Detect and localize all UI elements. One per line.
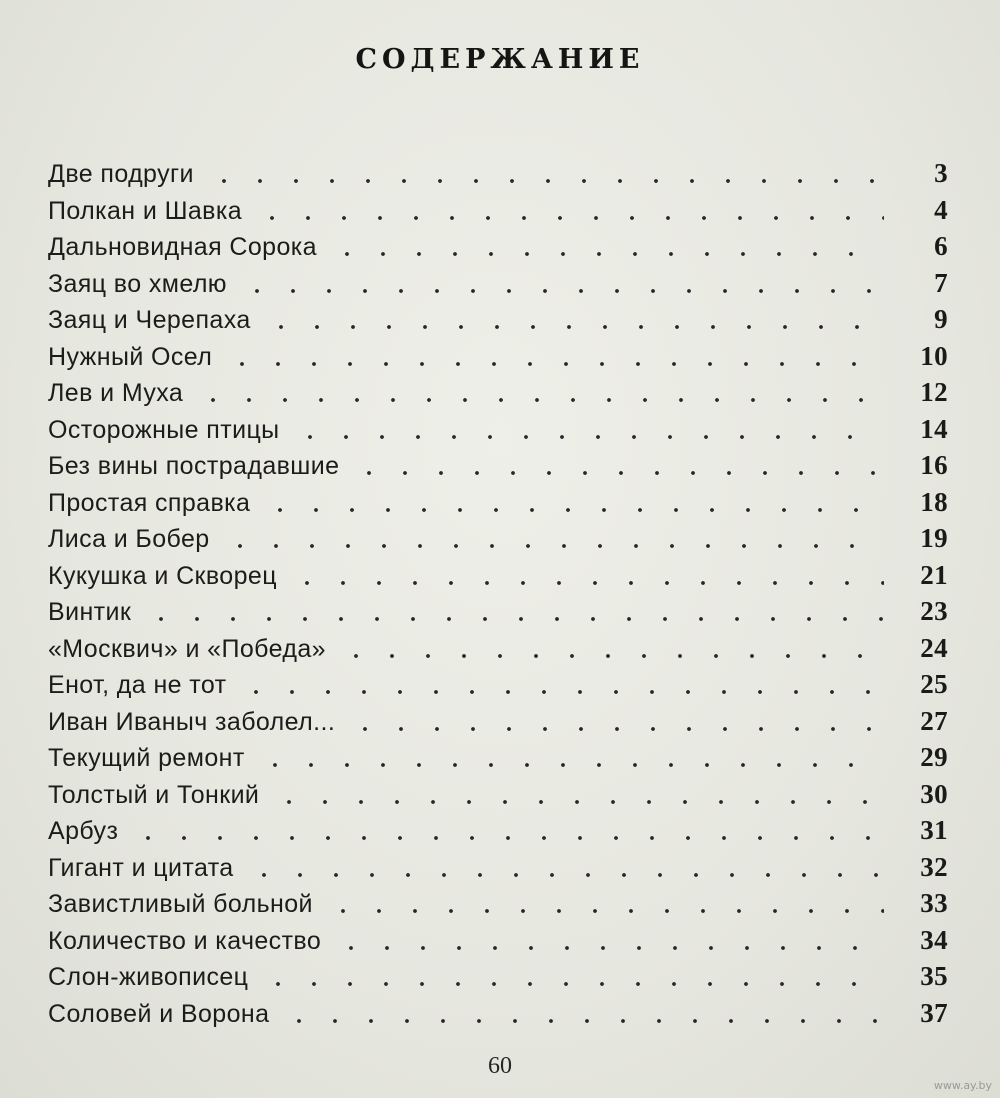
dot-leader bbox=[238, 689, 884, 695]
toc-entry-page: 4 bbox=[934, 194, 948, 225]
toc-entry-title: Толстый и Тонкий bbox=[48, 780, 260, 809]
toc-entry-title: Полкан и Шавка bbox=[48, 196, 243, 225]
toc-entry-title: Заяц и Черепаха bbox=[48, 306, 251, 334]
contents-heading: СОДЕРЖАНИЕ bbox=[355, 44, 645, 75]
dot-leader bbox=[347, 726, 884, 732]
toc-entry-page: 31 bbox=[920, 815, 948, 845]
dot-leader bbox=[206, 178, 884, 184]
toc-entry-title: Без вины пострадавшие bbox=[48, 452, 340, 480]
toc-entry-page: 27 bbox=[920, 705, 948, 736]
dot-leader bbox=[325, 908, 884, 914]
toc-entry-title: Иван Иваныч заболел... bbox=[48, 707, 336, 736]
toc-entry bbox=[48, 596, 948, 633]
toc-entry-page: 3 bbox=[934, 158, 948, 188]
toc-entry bbox=[48, 633, 948, 670]
toc-entry-title: Простая справка bbox=[48, 488, 251, 517]
toc-entry-title: Осторожные птицы bbox=[48, 415, 280, 444]
toc-entry bbox=[48, 487, 948, 524]
toc-entry-page: 14 bbox=[920, 413, 948, 444]
dot-leader bbox=[333, 945, 884, 951]
dot-leader bbox=[289, 580, 884, 586]
dot-leader bbox=[257, 762, 884, 768]
toc-entry-title: Енот, да не тот bbox=[48, 671, 227, 699]
toc-entry bbox=[48, 852, 948, 889]
toc-entry bbox=[48, 231, 948, 268]
toc-entry-page: 10 bbox=[920, 340, 948, 371]
toc-entry bbox=[48, 815, 948, 852]
toc-entry-page: 33 bbox=[920, 888, 948, 918]
toc-entry bbox=[48, 888, 948, 925]
toc-entry bbox=[48, 998, 948, 1035]
page-number: 60 bbox=[488, 1053, 512, 1079]
toc-entry bbox=[48, 523, 948, 560]
toc-entry-page: 7 bbox=[934, 267, 948, 298]
toc-entry bbox=[48, 779, 948, 816]
toc-entry bbox=[48, 195, 948, 232]
dot-leader bbox=[130, 835, 884, 841]
toc-entry-title: Арбуз bbox=[48, 817, 119, 845]
toc-entry bbox=[48, 158, 948, 195]
dot-leader bbox=[263, 324, 884, 330]
toc-entry-page: 23 bbox=[920, 596, 948, 626]
toc-entry-title: Количество и качество bbox=[48, 926, 322, 955]
toc-entry-title: Две подруги bbox=[48, 160, 194, 188]
dot-leader bbox=[246, 872, 884, 878]
toc-entry bbox=[48, 560, 948, 597]
dot-leader bbox=[262, 507, 884, 513]
toc-entry bbox=[48, 669, 948, 706]
toc-entry-page: 12 bbox=[920, 377, 948, 407]
watermark: www.ay.by bbox=[933, 1079, 992, 1092]
toc-entry bbox=[48, 304, 948, 341]
toc-entry bbox=[48, 450, 948, 487]
toc-entry-title: Нужный Осел bbox=[48, 342, 213, 371]
toc-entry bbox=[48, 268, 948, 305]
toc-entry-page: 29 bbox=[920, 742, 948, 772]
toc-entry-page: 21 bbox=[920, 559, 948, 590]
toc-entry bbox=[48, 925, 948, 962]
dot-leader bbox=[239, 288, 884, 294]
toc-entry-page: 32 bbox=[920, 851, 948, 882]
toc-entry-title: «Москвич» и «Победа» bbox=[48, 634, 326, 663]
toc-entry-page: 37 bbox=[920, 997, 948, 1028]
toc-entry bbox=[48, 414, 948, 451]
toc-entry-title: Кукушка и Скворец bbox=[48, 561, 277, 590]
dot-leader bbox=[338, 653, 884, 659]
toc-entry-title: Лиса и Бобер bbox=[48, 525, 210, 553]
toc-entry-title: Лев и Муха bbox=[48, 379, 184, 407]
table-of-contents bbox=[48, 158, 948, 1034]
toc-entry-page: 30 bbox=[920, 778, 948, 809]
toc-entry-page: 16 bbox=[920, 450, 948, 480]
toc-entry-page: 9 bbox=[934, 304, 948, 334]
dot-leader bbox=[271, 799, 884, 805]
dot-leader bbox=[281, 1018, 884, 1024]
toc-entry bbox=[48, 742, 948, 779]
toc-entry-title: Текущий ремонт bbox=[48, 744, 245, 772]
dot-leader bbox=[351, 470, 884, 476]
dot-leader bbox=[292, 434, 884, 440]
toc-entry-page: 19 bbox=[920, 523, 948, 553]
toc-entry bbox=[48, 377, 948, 414]
toc-entry-title: Винтик bbox=[48, 598, 132, 626]
toc-entry-page: 6 bbox=[934, 231, 948, 261]
dot-leader bbox=[143, 616, 884, 622]
toc-entry-page: 25 bbox=[920, 669, 948, 699]
toc-entry-title: Соловей и Ворона bbox=[48, 999, 270, 1028]
dot-leader bbox=[260, 981, 884, 987]
dot-leader bbox=[224, 361, 884, 367]
toc-entry bbox=[48, 961, 948, 998]
dot-leader bbox=[222, 543, 884, 549]
toc-entry-title: Слон-живописец bbox=[48, 963, 249, 991]
toc-entry-title: Завистливый больной bbox=[48, 890, 313, 918]
toc-entry-page: 24 bbox=[920, 632, 948, 663]
dot-leader bbox=[195, 397, 884, 403]
dot-leader bbox=[329, 251, 884, 257]
toc-entry-page: 34 bbox=[920, 924, 948, 955]
toc-entry-title: Гигант и цитата bbox=[48, 853, 234, 882]
toc-entry bbox=[48, 706, 948, 743]
toc-entry-title: Заяц во хмелю bbox=[48, 269, 227, 298]
toc-entry bbox=[48, 341, 948, 378]
dot-leader bbox=[254, 215, 884, 221]
toc-entry-title: Дальновидная Сорока bbox=[48, 233, 317, 261]
toc-entry-page: 18 bbox=[920, 486, 948, 517]
toc-entry-page: 35 bbox=[920, 961, 948, 991]
